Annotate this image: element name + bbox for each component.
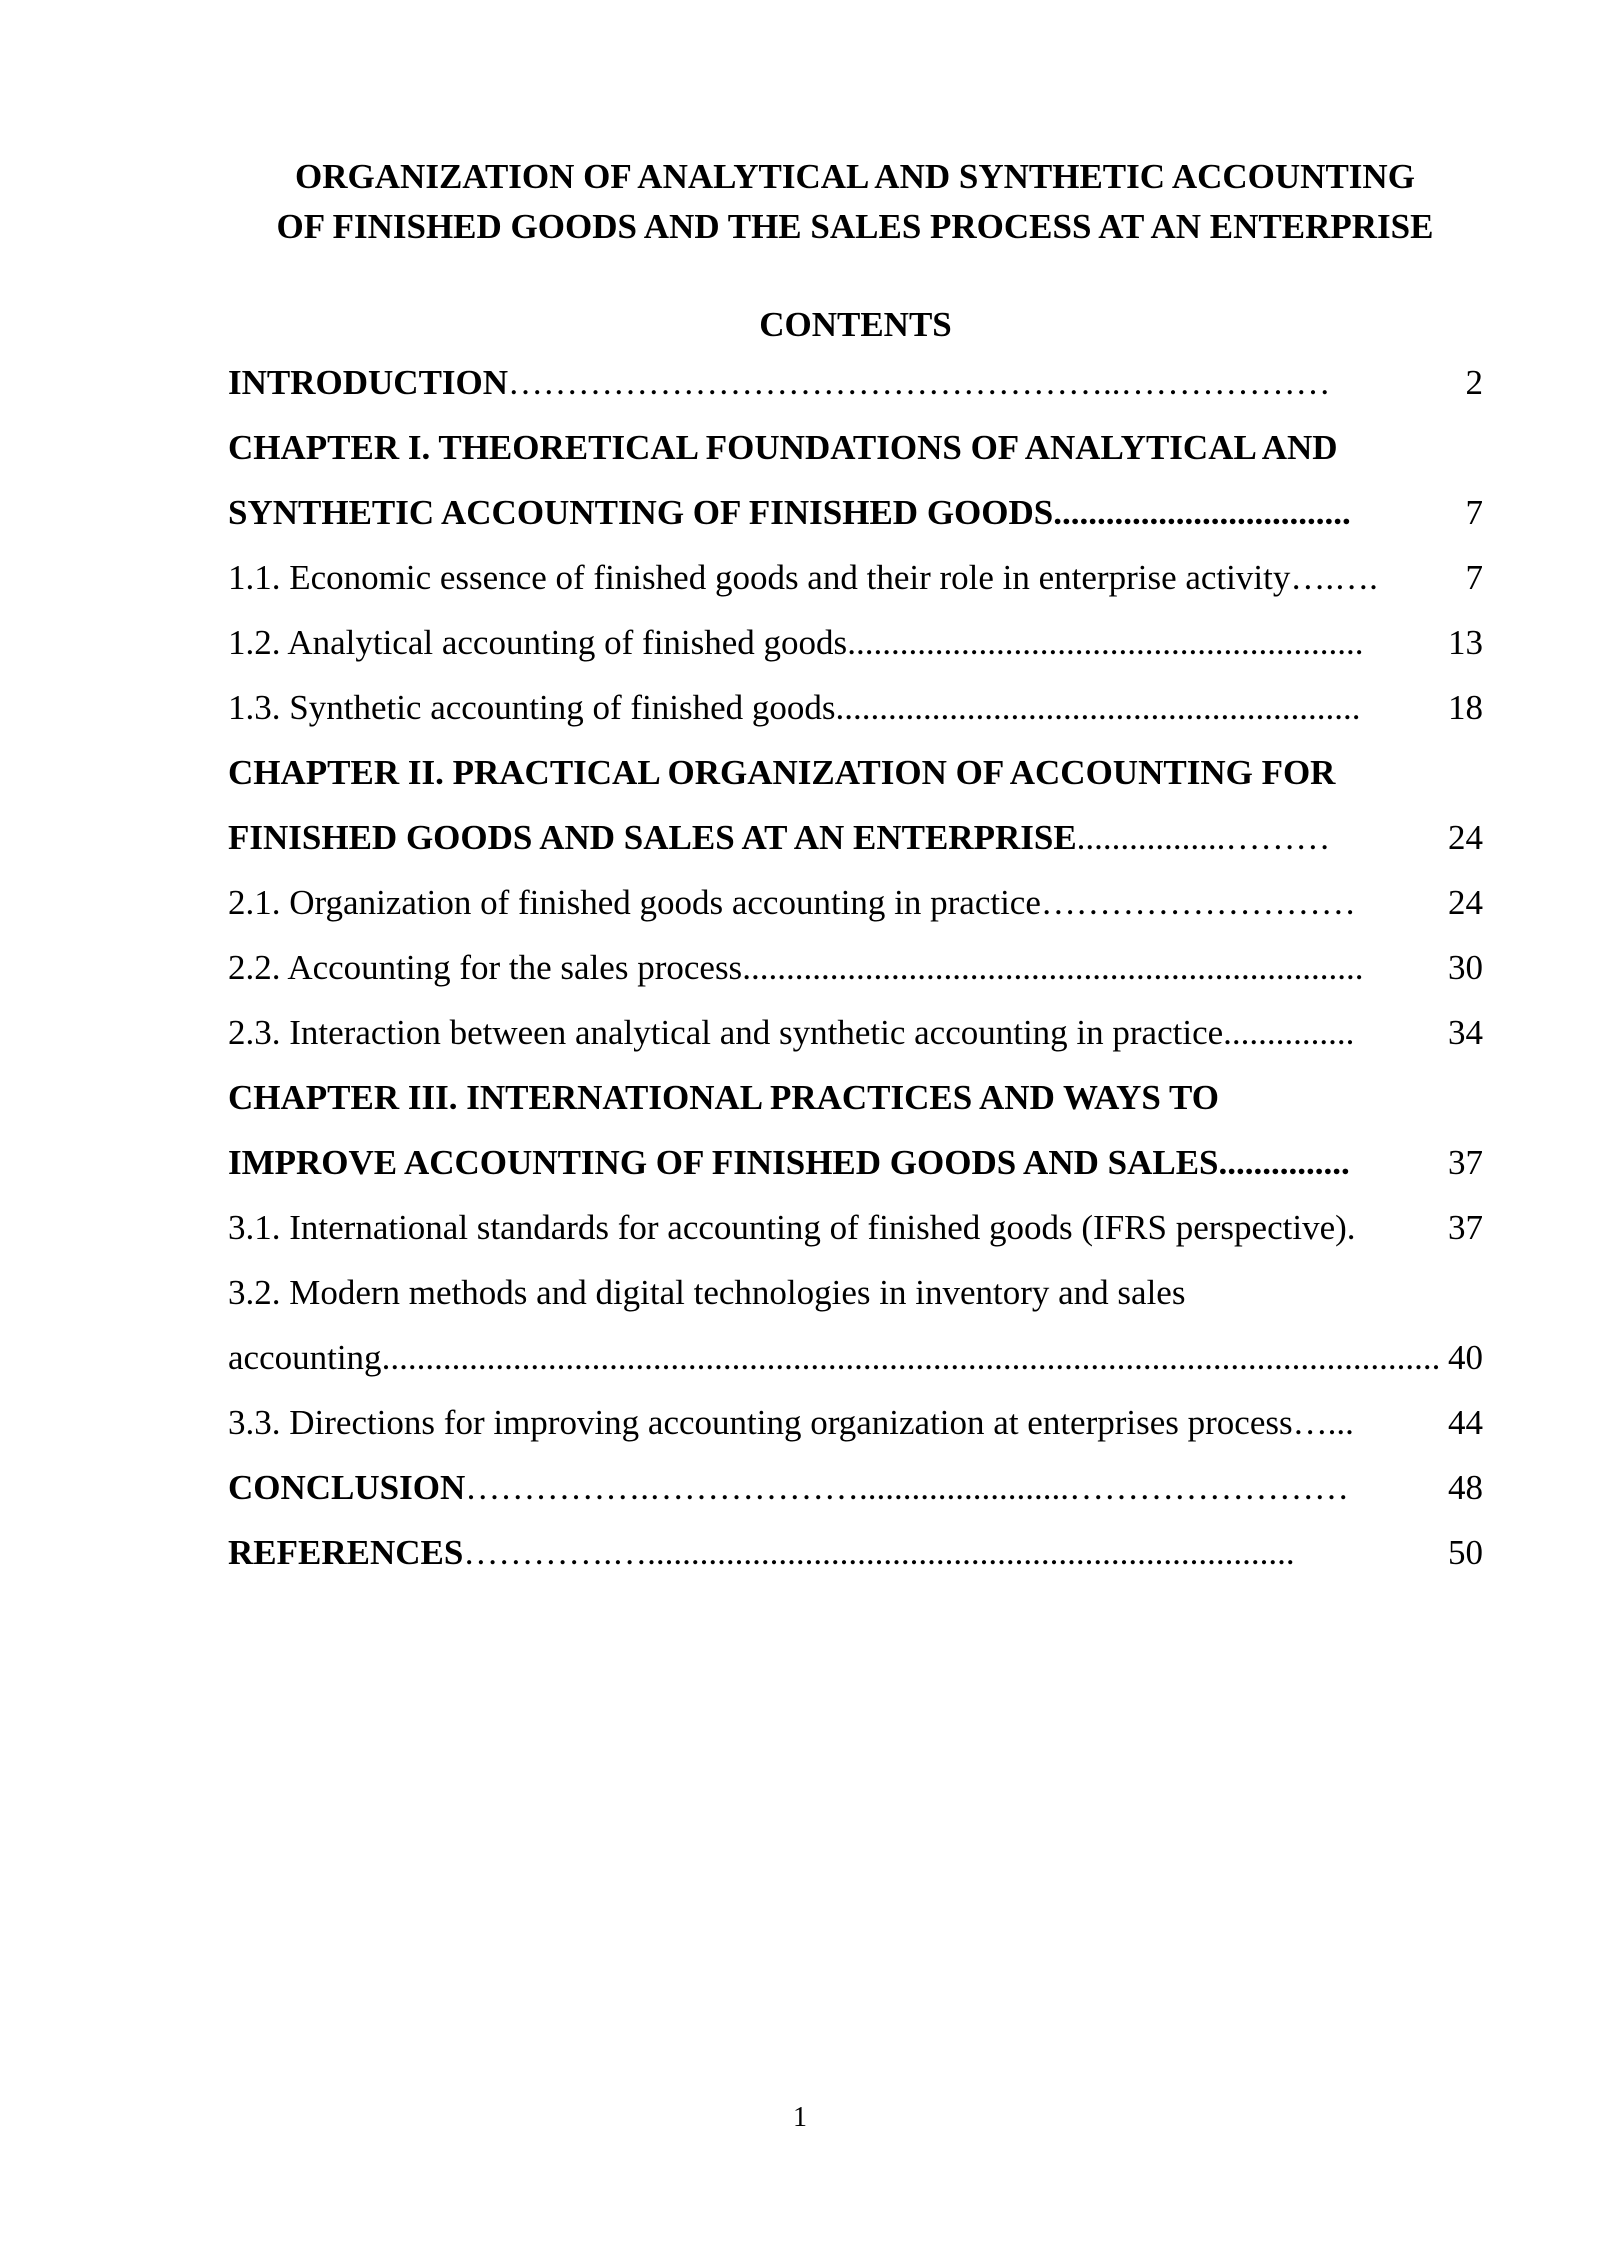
toc-entry-leader: …... (1292, 1403, 1354, 1442)
toc-entry-section-2-2 (228, 935, 1483, 1000)
toc-entry-label: FINISHED GOODS AND SALES AT AN ENTERPRISE (228, 818, 1077, 857)
toc-entry-section-1-3 (228, 675, 1483, 740)
toc-entry-leader: ............................................................ (835, 688, 1361, 727)
toc-entry-label: CHAPTER II. PRACTICAL ORGANIZATION OF ACCOUNTING FOR (228, 753, 1336, 792)
toc-entry-section-2-1 (228, 870, 1483, 935)
toc-entry-label: REFERENCES (228, 1533, 464, 1572)
toc-entry-chapter-3-line-2 (228, 1130, 1483, 1195)
page-number: 1 (793, 2102, 807, 2133)
toc-entry-page: 13 (1448, 623, 1483, 662)
toc-entry-label: 1.2. Analytical accounting of finished goods (228, 623, 848, 662)
toc-entry-references (228, 1520, 1483, 1585)
toc-entry-leader: .................……… (1076, 818, 1331, 857)
toc-entry-page: 2 (1465, 363, 1483, 402)
toc-entry-label: 2.2. Accounting for the sales process (228, 948, 743, 987)
toc-entry-page: 48 (1448, 1468, 1483, 1507)
toc-entry-leader: ....................................................................... (742, 948, 1364, 987)
toc-entry-label: SYNTHETIC ACCOUNTING OF FINISHED GOODS (228, 493, 1054, 532)
toc-entry-label: CONCLUSION (228, 1468, 466, 1507)
table-of-contents (228, 350, 1483, 1585)
toc-entry-leader: ............... (1223, 1013, 1355, 1052)
toc-entry-section-1-1 (228, 545, 1483, 610)
toc-entry-page: 50 (1448, 1533, 1483, 1572)
toc-entry-leader: ........................................................... (847, 623, 1364, 662)
toc-entry-section-3-1 (228, 1195, 1483, 1260)
toc-entry-chapter-1-line-2 (228, 480, 1483, 545)
toc-entry-leader: ......................................................................................................................... (381, 1338, 1441, 1377)
toc-entry-page: 18 (1448, 688, 1483, 727)
toc-entry-label: 2.1. Organization of finished goods accounting in practice (228, 883, 1041, 922)
toc-entry-page: 7 (1465, 558, 1483, 597)
toc-entry-leader: …………….………………........................…………………… (465, 1468, 1350, 1507)
toc-entry-page: 34 (1448, 1013, 1483, 1052)
toc-entry-label: CHAPTER III. INTERNATIONAL PRACTICES AND WAYS TO (228, 1078, 1219, 1117)
toc-entry-leader: ….…. (1290, 558, 1378, 597)
toc-entry-section-1-2 (228, 610, 1483, 675)
toc-entry-section-3-3 (228, 1390, 1483, 1455)
toc-entry-page: 44 (1448, 1403, 1483, 1442)
toc-entry-label: 3.2. Modern methods and digital technologies in inventory and sales (228, 1273, 1186, 1312)
toc-entry-leader: ............... (1218, 1143, 1350, 1182)
toc-entry-leader: ……………………………………………..……………… (508, 363, 1331, 402)
toc-entry-chapter-2-line-1 (228, 740, 1483, 805)
toc-entry-chapter-1-line-1 (228, 415, 1483, 480)
toc-entry-page: 24 (1448, 818, 1483, 857)
toc-entry-page: 24 (1448, 883, 1483, 922)
toc-entry-leader: . (1346, 1208, 1356, 1247)
toc-entry-leader: ………….….......................................................................... (463, 1533, 1295, 1572)
toc-entry-page: 30 (1448, 948, 1483, 987)
document-title (200, 152, 1510, 252)
toc-entry-label: accounting (228, 1338, 382, 1377)
toc-entry-label: IMPROVE ACCOUNTING OF FINISHED GOODS AND SALES (228, 1143, 1219, 1182)
contents-heading: CONTENTS (759, 305, 952, 344)
toc-entry-leader: ……………………… (1040, 883, 1356, 922)
toc-entry-section-3-2-line-1 (228, 1260, 1483, 1325)
toc-entry-label: 1.3. Synthetic accounting of finished goods (228, 688, 836, 727)
toc-entry-leader: .................................. (1053, 493, 1351, 532)
toc-entry-label: 1.1. Economic essence of finished goods and their role in enterprise activity (228, 558, 1291, 597)
document-title-line-2: OF FINISHED GOODS AND THE SALES PROCESS AT AN ENTERPRISE (276, 207, 1434, 246)
toc-entry-section-3-2-line-2 (228, 1325, 1483, 1390)
toc-entry-label: 3.3. Directions for improving accounting organization at enterprises process (228, 1403, 1293, 1442)
toc-entry-page: 40 (1448, 1338, 1483, 1377)
toc-entry-conclusion (228, 1455, 1483, 1520)
toc-entry-label: CHAPTER I. THEORETICAL FOUNDATIONS OF ANALYTICAL AND (228, 428, 1338, 467)
toc-entry-chapter-2-line-2 (228, 805, 1483, 870)
toc-entry-section-2-3 (228, 1000, 1483, 1065)
toc-entry-label: 3.1. International standards for accounting of finished goods (IFRS perspective) (228, 1208, 1347, 1247)
toc-entry-label: 2.3. Interaction between analytical and synthetic accounting in practice (228, 1013, 1224, 1052)
toc-entry-page: 7 (1465, 493, 1483, 532)
toc-entry-page: 37 (1448, 1143, 1483, 1182)
toc-entry-introduction (228, 350, 1483, 415)
toc-entry-page: 37 (1448, 1208, 1483, 1247)
toc-entry-label: INTRODUCTION (228, 363, 509, 402)
document-title-line-1: ORGANIZATION OF ANALYTICAL AND SYNTHETIC ACCOUNTING (295, 157, 1415, 196)
toc-entry-chapter-3-line-1 (228, 1065, 1483, 1130)
